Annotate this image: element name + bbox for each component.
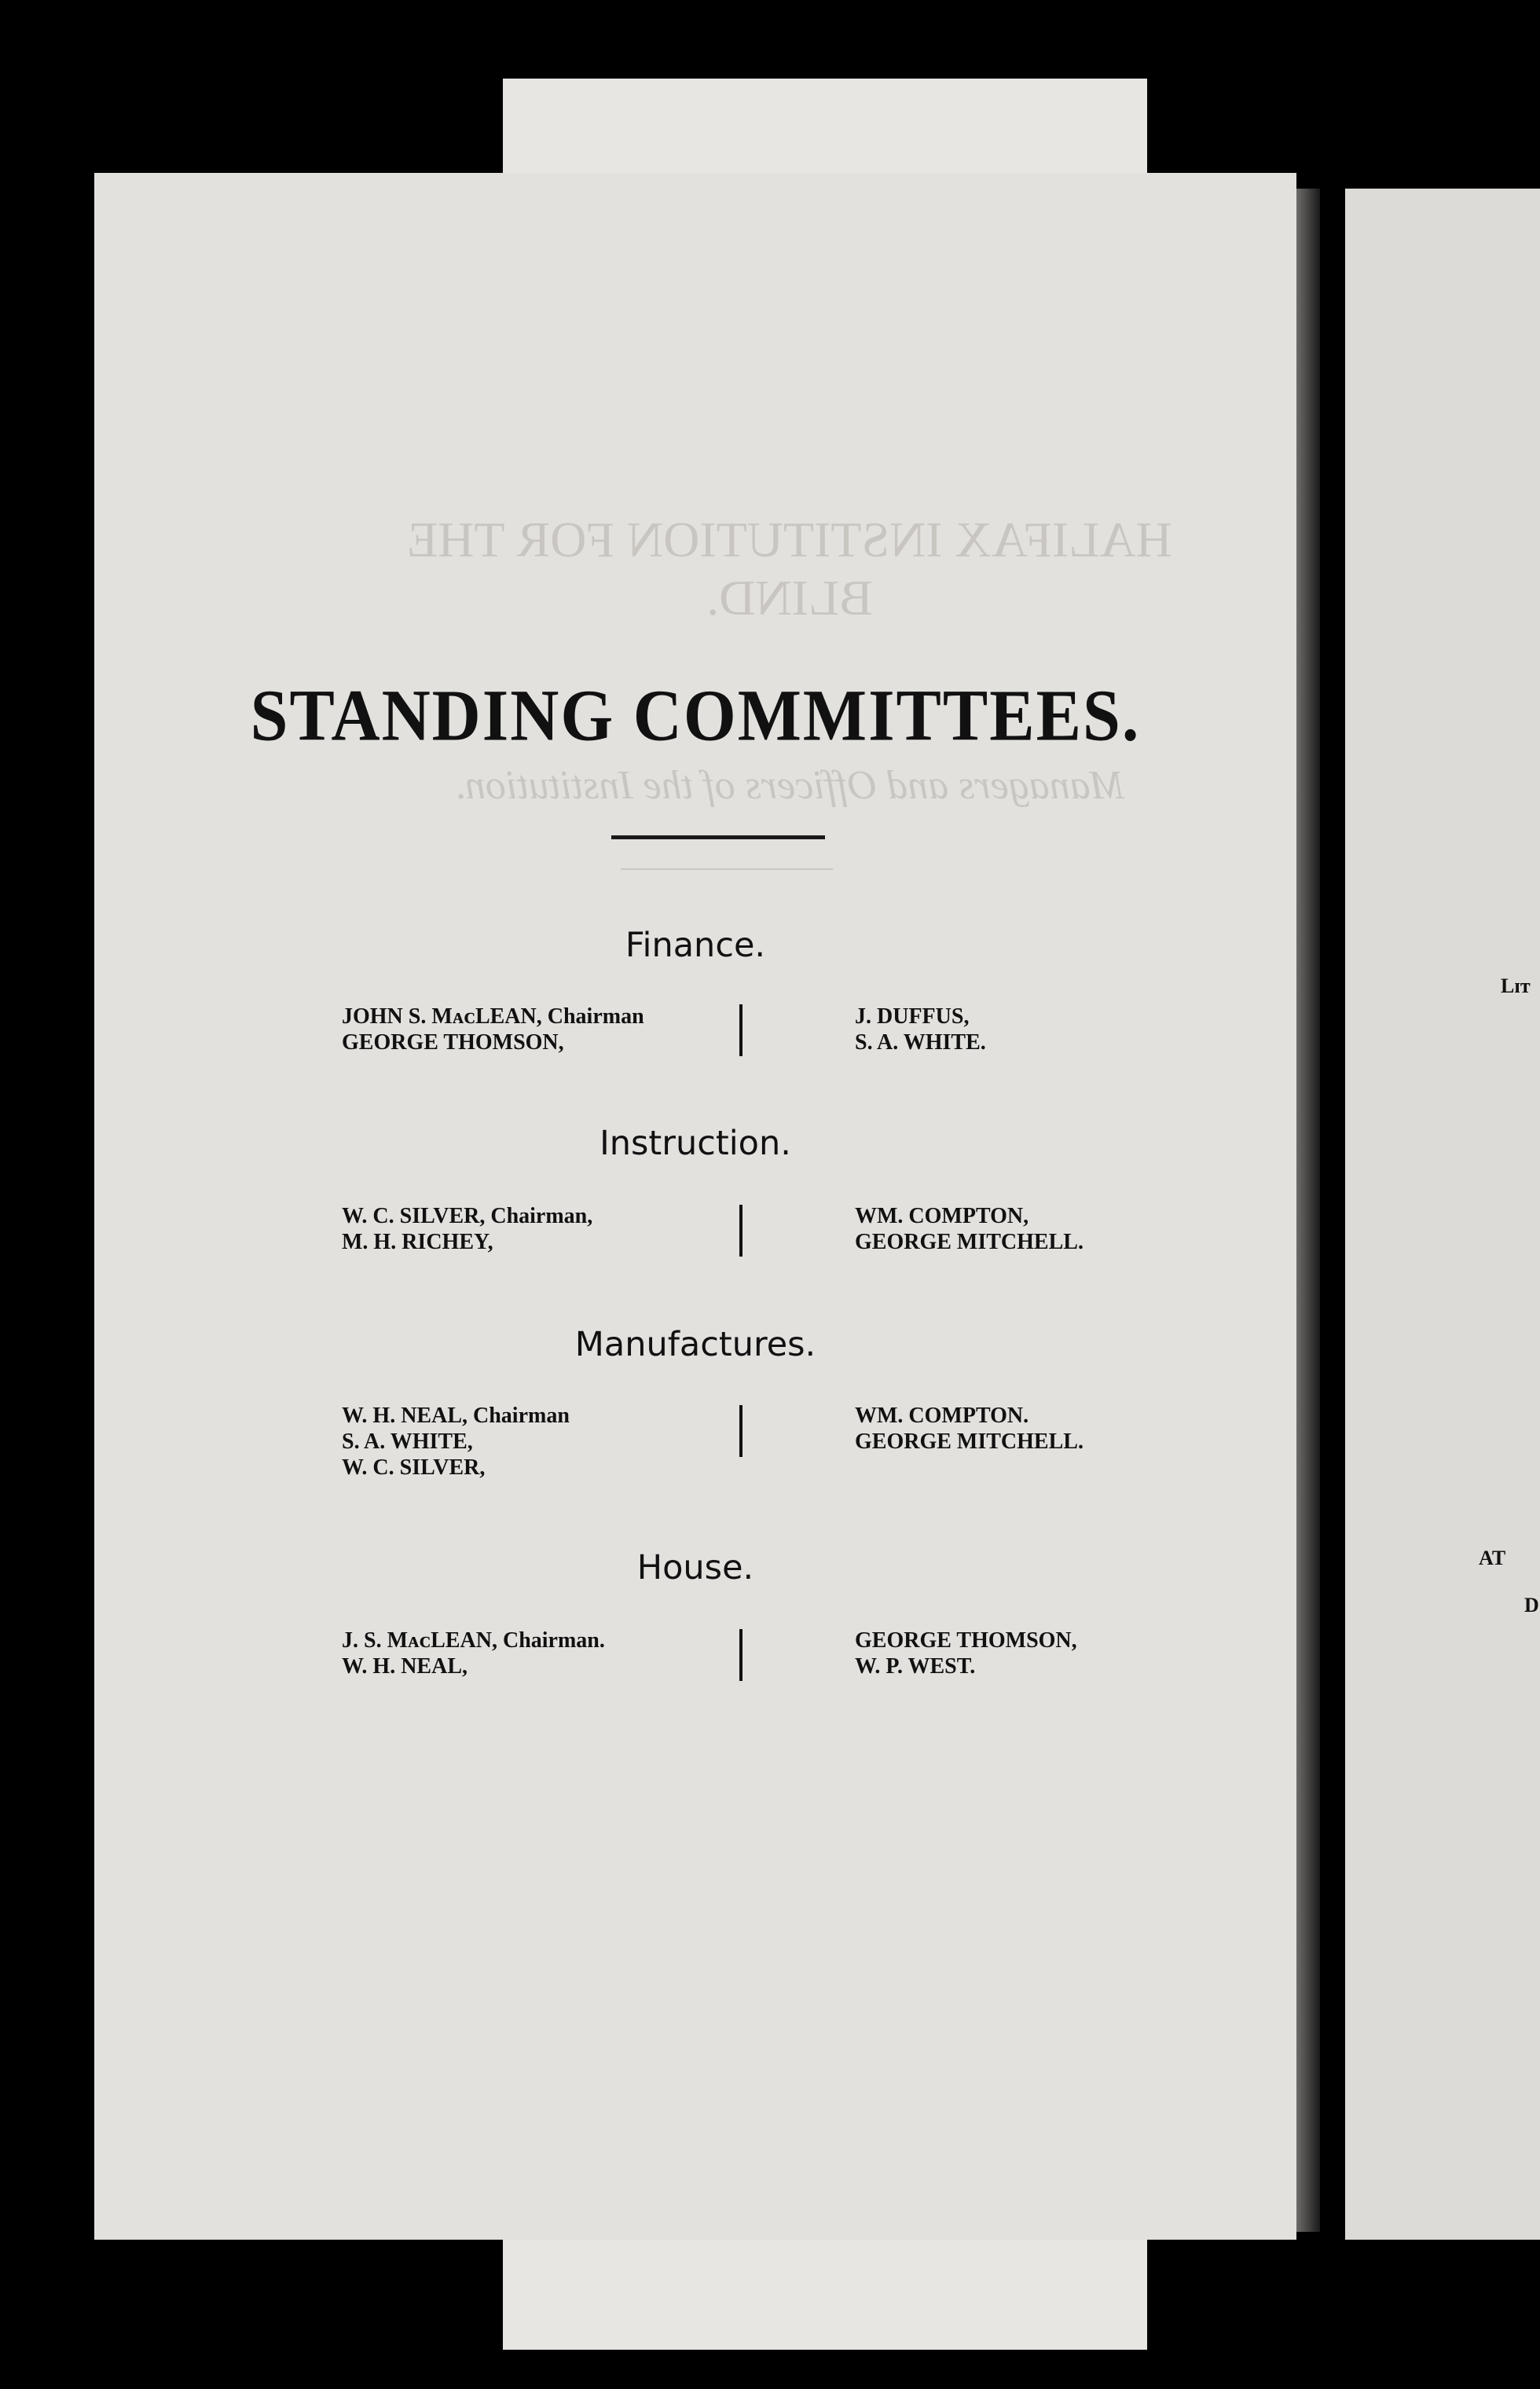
faint-rule bbox=[621, 868, 833, 870]
instruction-members-right: WM. COMPTON, GEORGE MITCHELL. bbox=[855, 1204, 1084, 1254]
show-through-subheading: Managers and Officers of the Institution. bbox=[454, 763, 1125, 808]
manufactures-members-left: W. H. NEAL, Chairman S. A. WHITE, W. C. SILVER, bbox=[342, 1404, 570, 1480]
show-through-heading: HALIFAX INSTITUTION FOR THE BLIND. bbox=[407, 512, 1172, 626]
instruction-members-left: W. C. SILVER, Chairman, M. H. RICHEY, bbox=[342, 1204, 593, 1254]
manufactures-members-right: WM. COMPTON. GEORGE MITCHELL. bbox=[855, 1404, 1084, 1454]
column-divider bbox=[739, 1004, 742, 1056]
facing-page-fragment: D bbox=[1524, 1594, 1539, 1617]
column-divider bbox=[739, 1405, 742, 1457]
finance-members-right: J. DUFFUS, S. A. WHITE. bbox=[855, 1004, 986, 1055]
column-divider bbox=[739, 1205, 742, 1257]
document-page bbox=[94, 173, 1296, 2240]
house-members-left: J. S. MᴀᴄLEAN, Chairman. W. H. NEAL, bbox=[342, 1628, 605, 1679]
title-rule bbox=[611, 835, 825, 839]
facing-page-fragment: AT bbox=[1479, 1547, 1506, 1569]
committee-heading-manufactures: Manufactures. bbox=[574, 1325, 816, 1364]
committee-heading-house: House. bbox=[636, 1548, 754, 1587]
page-title: STANDING COMMITTEES. bbox=[250, 674, 1141, 756]
column-divider bbox=[739, 1629, 742, 1681]
finance-members-left: JOHN S. MᴀᴄLEAN, Chairman GEORGE THOMSON, bbox=[342, 1004, 644, 1055]
facing-page bbox=[1345, 189, 1540, 2240]
committee-heading-instruction: Instruction. bbox=[600, 1124, 791, 1163]
facing-page-fragment: Lɪᴛ bbox=[1501, 974, 1531, 997]
house-members-right: GEORGE THOMSON, W. P. WEST. bbox=[855, 1628, 1077, 1679]
page-edge-shadow bbox=[1296, 189, 1320, 2232]
committee-heading-finance: Finance. bbox=[625, 926, 766, 965]
